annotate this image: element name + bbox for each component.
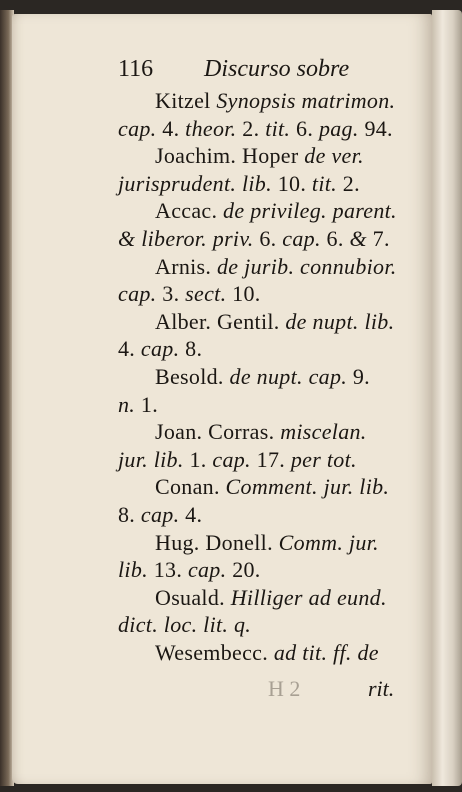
roman-text: 9. [347,364,370,389]
italic-text: per tot. [290,446,357,472]
text-line [155,364,462,390]
text-line [118,226,428,252]
text-line [155,88,462,114]
roman-text: 7. [366,226,390,251]
roman-text: Joan. Corras. [155,419,281,445]
roman-text: 1. [183,446,213,472]
italic-text: sect. [185,281,227,307]
text-line [155,474,462,500]
text-line [155,419,462,445]
italic-text: miscelan. [280,419,367,445]
text-line [118,336,428,362]
roman-text: 20. [226,557,261,583]
text-line [155,585,462,611]
roman-text: 2. [236,115,266,141]
italic-text: pag. [318,115,359,141]
italic-text: & [349,226,367,251]
page-edge-stack [432,10,462,786]
text-line [118,447,428,473]
italic-text: de nupt. cap. [229,364,348,389]
roman-text: 4. [179,502,203,527]
roman-text: 17. [250,446,291,472]
italic-text: Hilliger ad eund. [230,584,387,610]
text-line [118,171,428,197]
italic-text: de privileg. parent. [223,198,397,224]
text-line [155,309,462,335]
roman-text: Arnis. [155,253,217,279]
italic-text: de ver. [304,143,364,169]
roman-text: 2. [336,170,360,196]
roman-text: Accac. [155,198,224,224]
italic-text: n. [118,391,136,417]
italic-text: & liberor. priv. [118,226,254,251]
italic-text: tit. [311,170,337,196]
italic-text: ad tit. ff. de [273,640,379,665]
italic-text: de nupt. lib. [285,308,395,334]
roman-text: Joachim. Hoper [155,143,305,169]
roman-text: 13. [147,557,188,583]
italic-text: cap. [282,226,321,251]
text-line [155,198,462,224]
italic-text: lib. [118,557,148,583]
text-line [118,116,428,142]
text-line [118,612,428,638]
text-line [118,392,428,418]
roman-text: 94. [358,115,393,141]
roman-text: 10. [226,281,261,307]
running-title: Discurso sobre [204,56,350,82]
roman-text: Hug. Donell. [155,529,279,555]
roman-text: Alber. Gentil. [155,308,286,334]
text-line [155,530,462,556]
italic-text: jurisprudent. lib. [118,170,272,196]
text-line [118,281,428,307]
catchword: rit. [368,676,395,701]
italic-text: cap. [118,281,157,307]
text-line [118,557,428,583]
signature-mark: H 2 [268,676,301,701]
italic-text: dict. loc. lit. q. [118,612,252,638]
roman-text: 10. [271,170,312,196]
roman-text: 8. [118,502,141,527]
roman-text: Osuald. [155,584,231,610]
roman-text: Conan. [155,474,226,500]
italic-text: Comm. jur. [278,529,379,555]
italic-text: cap. [140,502,180,527]
roman-text: 3. [156,281,186,307]
text-line [118,502,428,528]
roman-text: 6. [290,115,319,141]
text-line [155,254,462,280]
roman-text: 8. [179,336,203,362]
roman-text: Besold. [155,364,230,389]
page-header [118,56,428,86]
italic-text: tit. [265,115,291,141]
roman-text: Wesembecc. [155,640,274,665]
italic-text: jur. lib. [118,446,184,472]
italic-text: de jurib. connubior. [217,253,397,279]
page-number: 116 [118,56,154,82]
roman-text: 6. [320,226,350,251]
italic-text: theor. [185,115,237,141]
roman-text: 4. [156,115,186,141]
italic-text: Comment. jur. lib. [225,474,390,500]
roman-text: 4. [118,336,141,362]
italic-text: Synopsis matrimon. [216,88,396,113]
italic-text: cap. [140,336,180,362]
text-line [155,143,462,169]
roman-text: 1. [135,391,159,417]
italic-text: cap. [118,115,157,141]
text-line [155,640,462,666]
italic-text: cap. [212,446,251,472]
italic-text: cap. [187,557,227,583]
page-footer [118,676,428,706]
roman-text: 6. [253,226,283,251]
roman-text: Kitzel [155,88,217,113]
